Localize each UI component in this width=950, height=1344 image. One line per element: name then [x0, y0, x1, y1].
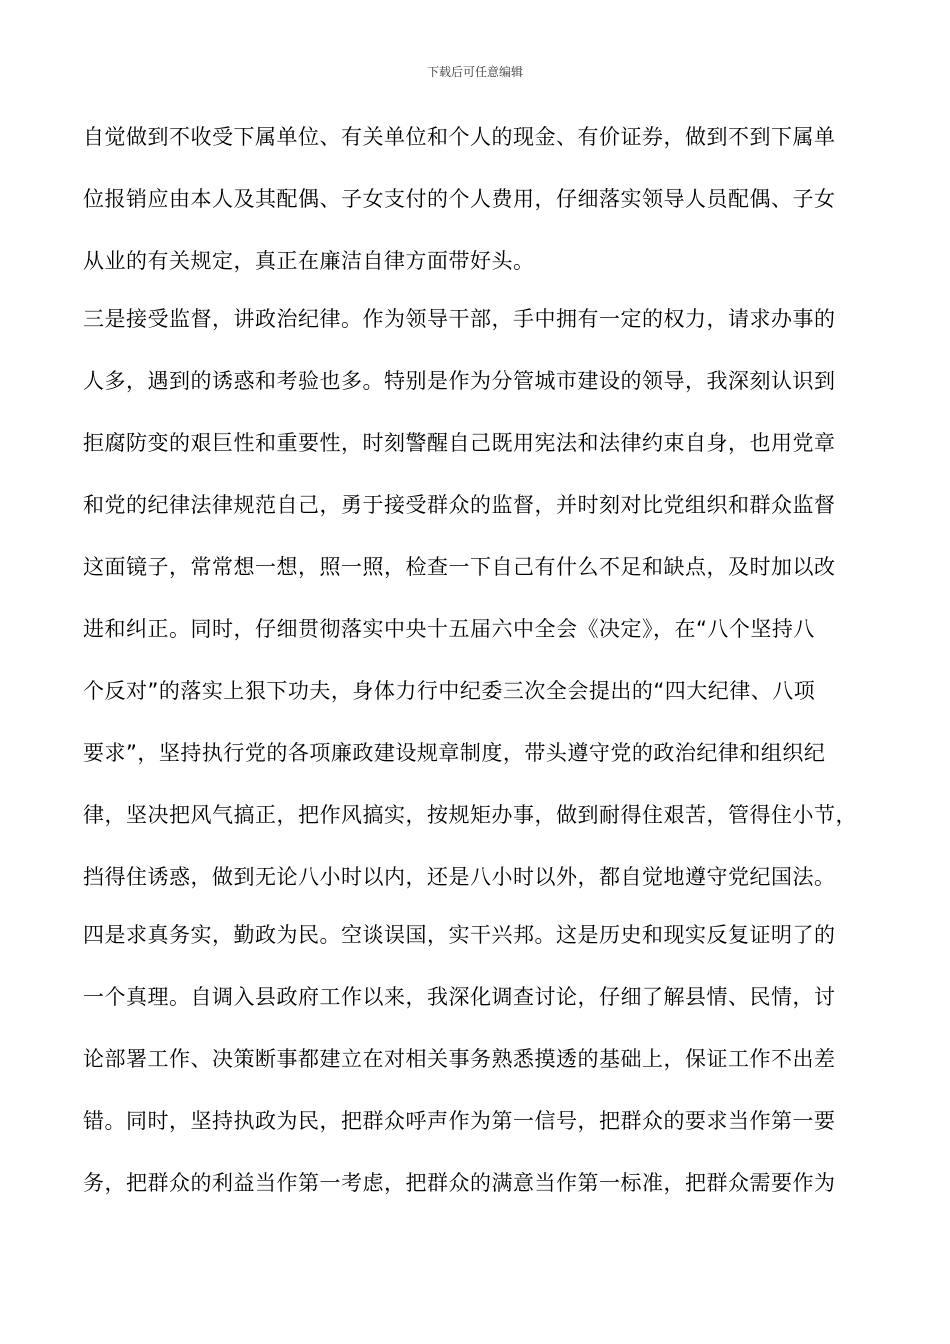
text-line: 四是求真务实，勤政为民。空谈误国，实干兴邦。这是历史和现实反复证明了的	[83, 923, 836, 947]
text-line: 位报销应由本人及其配偶、子女支付的个人费用，仔细落实领导人员配偶、子女	[83, 187, 836, 211]
text-line: 人多，遇到的诱惑和考验也多。特别是作为分管城市建设的领导，我深刻认识到	[83, 369, 836, 393]
page-header: 下载后可任意编辑	[426, 65, 523, 79]
text-line: 挡得住诱惑，做到无论八小时以内，还是八小时以外，都自觉地遵守党纪国法。	[83, 865, 836, 889]
text-line: 和党的纪律法律规范自己，勇于接受群众的监督，并时刻对比党组织和群众监督	[83, 493, 836, 517]
text-line: 进和纠正。同时，仔细贯彻落实中央十五届六中全会《决定》，在“八个坚持八	[83, 617, 815, 641]
text-line: 三是接受监督，讲政治纪律。作为领导干部，手中拥有一定的权力，请求办事的	[83, 307, 836, 331]
text-line: 个反对”的落实上狠下功夫，身体力行中纪委三次全会提出的“四大纪律、八项	[83, 679, 816, 703]
text-line: 一个真理。自调入县政府工作以来，我深化调查讨论，仔细了解县情、民情，讨	[83, 985, 836, 1009]
text-line: 论部署工作、决策断事都建立在对相关事务熟悉摸透的基础上，保证工作不出差	[83, 1047, 836, 1071]
text-line: 要求”，坚持执行党的各项廉政建设规章制度，带头遵守党的政治纪律和组织纪	[83, 741, 826, 765]
text-line: 拒腐防变的艰巨性和重要性，时刻警醒自己既用宪法和法律约束自身，也用党章	[83, 431, 836, 455]
text-line: 务，把群众的利益当作第一考虑，把群众的满意当作第一标准，把群众需要作为	[83, 1171, 836, 1195]
text-line: 这面镜子，常常想一想，照一照，检查一下自己有什么不足和缺点，及时加以改	[83, 555, 836, 579]
text-line: 错。同时，坚持执政为民，把群众呼声作为第一信号，把群众的要求当作第一要	[83, 1109, 836, 1133]
text-line: 律，坚决把风气搞正，把作风搞实，按规矩办事，做到耐得住艰苦，管得住小节，	[83, 803, 857, 827]
text-line: 自觉做到不收受下属单位、有关单位和个人的现金、有价证券，做到不到下属单	[83, 125, 836, 149]
text-line: 从业的有关规定，真正在廉洁自律方面带好头。	[83, 249, 535, 273]
